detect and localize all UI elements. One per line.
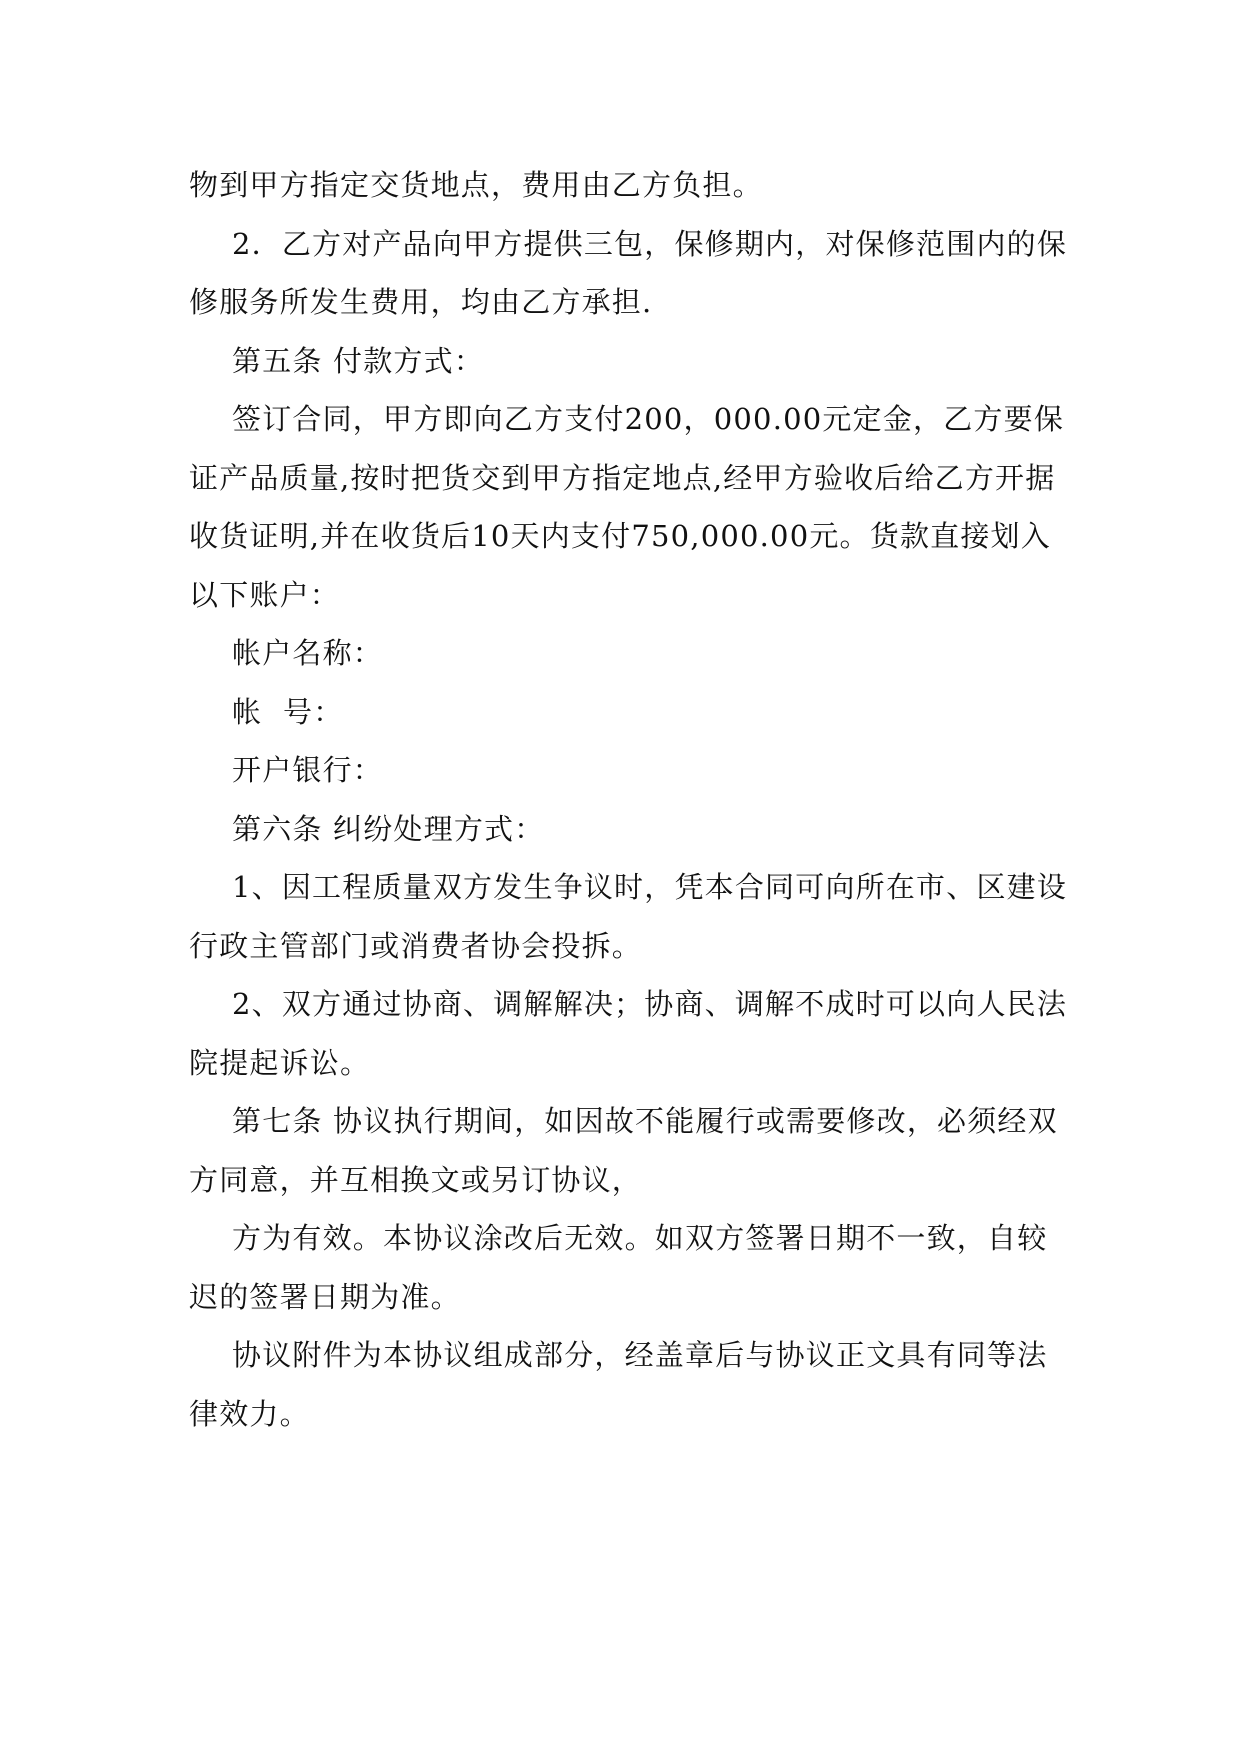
paragraph-dispute-complaint: 1、因工程质量双方发生争议时，凭本合同可向所在市、区建设行政主管部门或消费者协会投拆。 [189, 870, 1068, 963]
paragraph-delivery-cost: 物到甲方指定交货地点，费用由乙方负担。 [189, 168, 763, 202]
field-account-number: 帐 号： [232, 694, 344, 729]
paragraph-attachments: 协议附件为本协议组成部分，经盖章后与协议正文具有同等法律效力。 [189, 1338, 1048, 1431]
paragraph-warranty: 2．乙方对产品向甲方提供三包，保修期内，对保修范围内的保修服务所发生费用，均由乙方承担. [189, 226, 1068, 319]
paragraph-payment-terms: 签订合同，甲方即向乙方支付200，000.00元定金，乙方要保证产品质量,按时把货交到甲方指定地点,经甲方验收后给乙方开据收货证明,并在收货后10天内支付750,000.00元。货款直接划入以下账户： [189, 402, 1065, 612]
paragraph-dispute-litigation: 2、双方通过协商、调解解决；协商、调解不成时可以向人民法院提起诉讼。 [189, 987, 1068, 1080]
document-body [189, 156, 1069, 1443]
field-account-name: 帐户名称： [232, 636, 384, 670]
heading-article-6-disputes: 第六条 纠纷处理方式： [232, 811, 545, 846]
field-bank: 开户银行： [232, 753, 384, 787]
paragraph-validity: 方为有效。本协议涂改后无效。如双方签署日期不一致，自较迟的签署日期为准。 [189, 1221, 1048, 1314]
heading-article-5-payment: 第五条 付款方式： [232, 343, 485, 378]
paragraph-article-7-amendment: 第七条 协议执行期间，如因故不能履行或需要修改，必须经双方同意，并互相换文或另订协议， [189, 1104, 1058, 1197]
